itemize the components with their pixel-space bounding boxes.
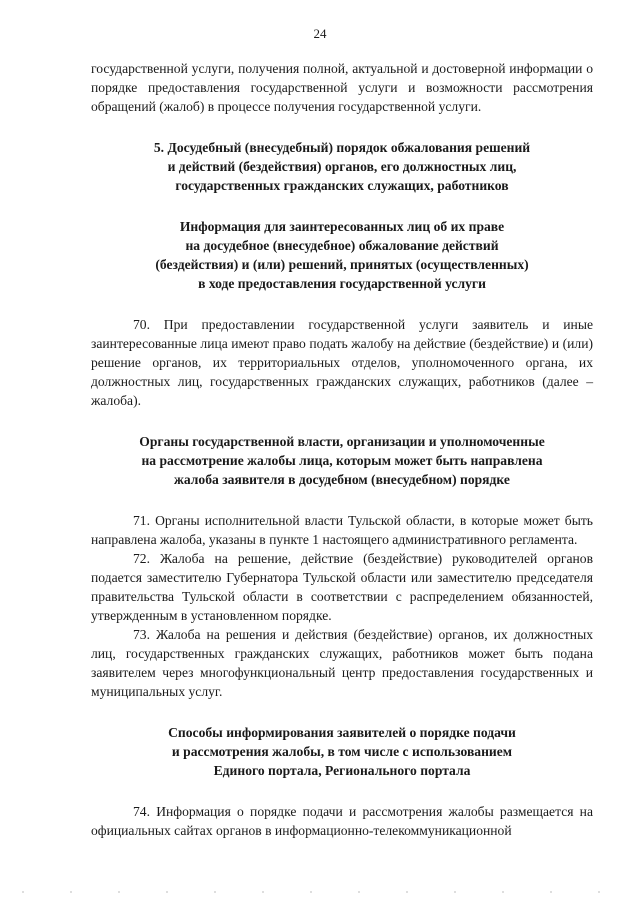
paragraph-70: 70. При предоставлении государственной услуги заявитель и иные заинтересованные лица имеют право подать жалобу на действие (бездействие) и (или) решение органов, их территориальных отделов, уполномоченного органа, их должностных лиц, государственных гражданских служащих, работников (далее – жалоба). [91, 317, 593, 408]
heading-line: Информация для заинтересованных лиц об их праве [179, 219, 505, 234]
paragraph-72: 72. Жалоба на решение, действие (бездействие) руководителей органов подается заместителю Губернатора Тульской области или заместителю председателя правительства Тульской области в соответствии с распределением обязанностей, утвержденным в установленном порядке. [91, 551, 593, 623]
heading-line: Единого портала, Регионального портала [213, 763, 471, 778]
heading-line: и действий (бездействия) органов, его должностных лиц, [167, 159, 517, 174]
heading-line: жалоба заявителя в досудебном (внесудебном) порядке [174, 472, 510, 487]
heading-line: на рассмотрение жалобы лица, которым может быть направлена [141, 453, 543, 468]
methods-heading [91, 723, 593, 780]
paragraph-71: 71. Органы исполнительной власти Тульской области, в которые может быть направлена жалоба, указаны в пункте 1 настоящего административного регламента. [91, 513, 593, 547]
info-heading [91, 217, 593, 293]
heading-line: 5. Досудебный (внесудебный) порядок обжалования решений [153, 140, 531, 155]
scan-artifact [0, 891, 640, 893]
heading-line: (бездействия) и (или) решений, принятых (осуществленных) [155, 257, 529, 272]
paragraph-73: 73. Жалоба на решения и действия (бездействие) органов, их должностных лиц, государственных гражданских служащих, работников может быть подана заявителем через многофункциональный центр предоставления государственных и муниципальных услуг. [91, 627, 593, 699]
heading-line: Органы государственной власти, организации и уполномоченные [139, 434, 545, 449]
heading-line: и рассмотрения жалобы, в том числе с использованием [171, 744, 513, 759]
paragraph-74: 74. Информация о порядке подачи и рассмотрения жалобы размещается на официальных сайтах органов в информационно-телекоммуникационной [91, 804, 593, 838]
heading-line: Способы информирования заявителей о порядке подачи [168, 725, 516, 740]
heading-line: в ходе предоставления государственной услуги [198, 276, 486, 291]
intro-paragraph: государственной услуги, получения полной, актуальной и достоверной информации о порядке предоставления государственной услуги и возможности рассмотрения обращений (жалоб) в процессе получения государственной услуги. [91, 61, 593, 114]
organs-heading [91, 432, 593, 489]
heading-line: на досудебное (внесудебное) обжалование действий [185, 238, 499, 253]
heading-line: государственных гражданских служащих, работников [175, 178, 509, 193]
document-body [91, 59, 593, 840]
section-5-heading [91, 138, 593, 195]
page-number: 24 [313, 26, 327, 41]
